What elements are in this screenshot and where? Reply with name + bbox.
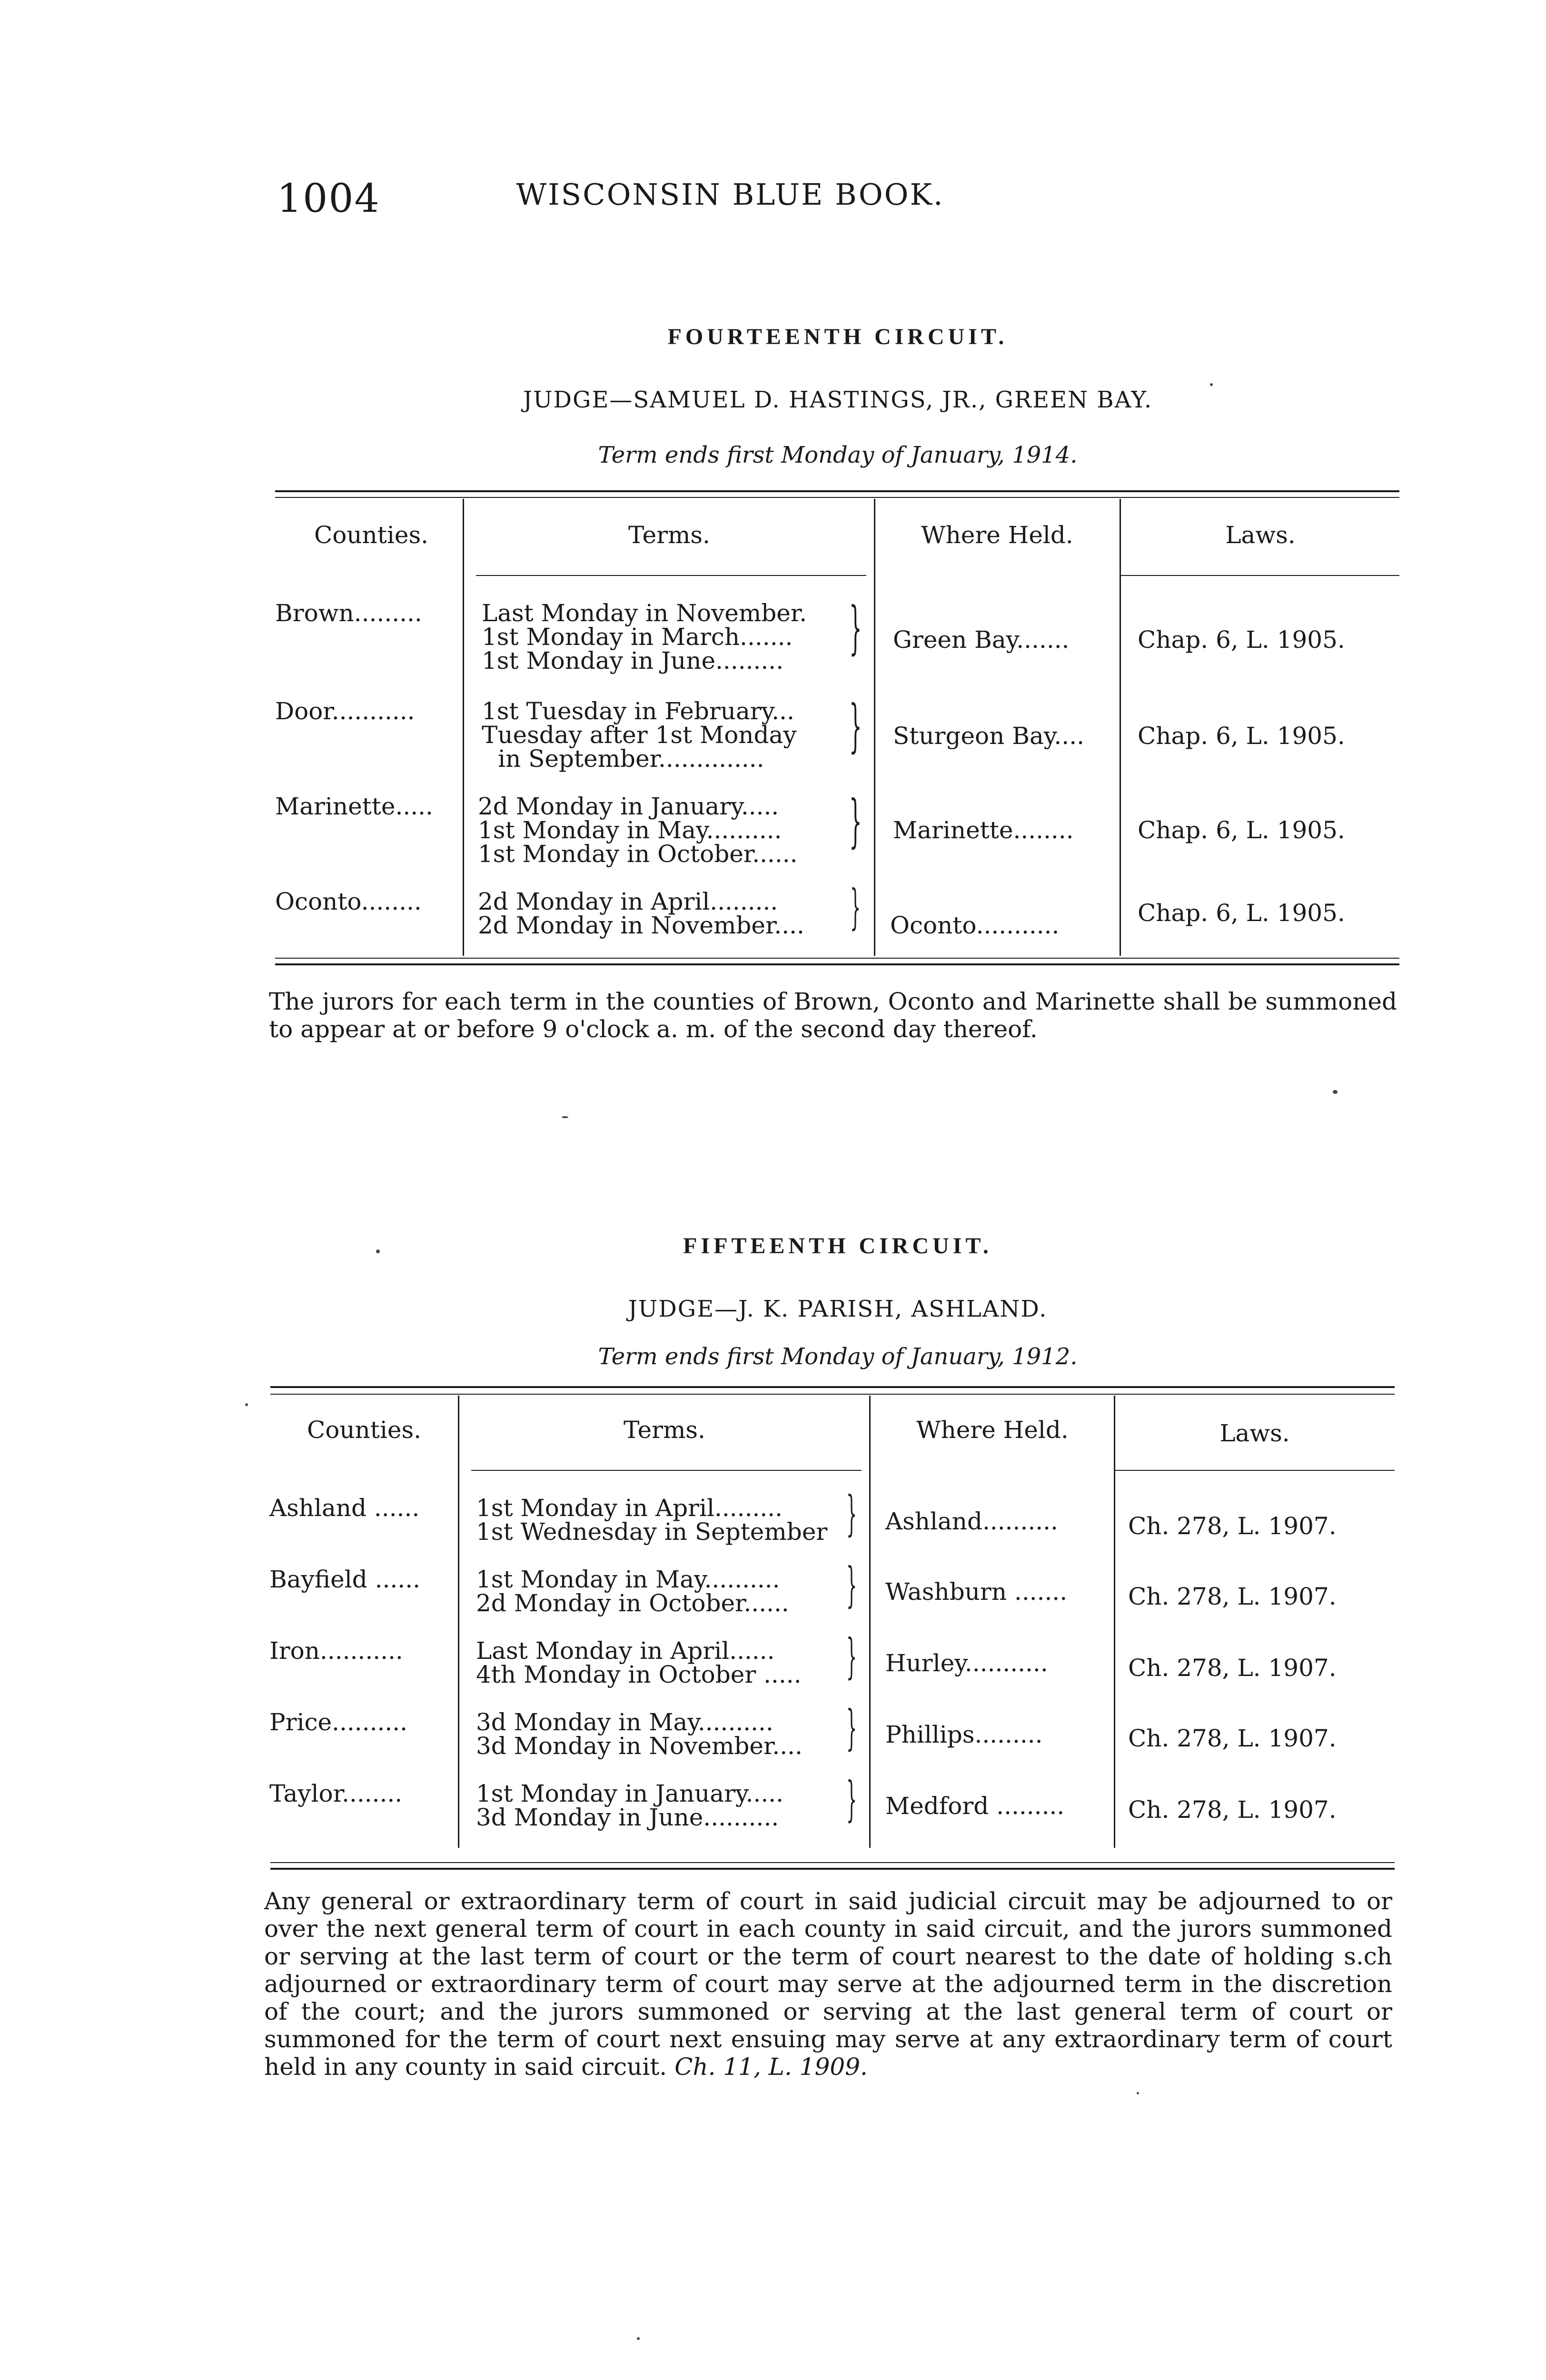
circuit-note-text: Any general or extraordinary term of court in said judicial circuit may be adjourned to or over the next general term of court in each county in said circuit, and the jurors summoned or serving at the last term of court or the term of court nearest to the date of holding s.ch adjourned or extraordinary term of court may serve at the adjourned term in the discretion of the court; and the jurors summoned or serving at the last general term of court or summoned for the term of court next ensuing may serve at any extraordinary term of court held in any county in said circuit. [264,1887,1392,2081]
where-held-cell: Washburn ....... [885,1578,1068,1606]
term-line: 2d Monday in January..... [478,793,779,820]
term-line: Last Monday in November. [482,599,807,627]
county-cell: Oconto........ [275,888,422,915]
term-line: 3d Monday in May.......... [476,1708,773,1736]
circuit-title: FIFTEENTH CIRCUIT. [683,1233,992,1259]
column-divider [874,499,875,956]
column-divider [463,499,464,956]
brace-icon: } [846,1700,857,1755]
scan-speck [245,1403,248,1406]
table-bottom-rule [270,1868,1395,1870]
table-top-rule [275,497,1399,498]
column-header: Where Held. [916,1416,1069,1444]
term-line: 1st Monday in January..... [476,1780,784,1807]
county-cell: Iron........... [269,1637,403,1665]
laws-cell: Ch. 278, L. 1907. [1128,1796,1337,1824]
term-line: Tuesday after 1st Monday [482,721,797,749]
where-held-cell: Phillips......... [885,1721,1043,1748]
circuit-note-citation: Ch. 11, L. 1909. [674,2053,868,2081]
column-header: Laws. [1219,1419,1290,1447]
laws-cell: Ch. 278, L. 1907. [1128,1583,1337,1610]
term-line: 1st Wednesday in September [476,1518,828,1546]
laws-cell: Ch. 278, L. 1907. [1128,1512,1337,1540]
table-bottom-rule [275,963,1399,965]
brace-icon: } [850,879,861,935]
column-header: Where Held. [921,521,1073,549]
where-held-cell: Medford ......... [885,1792,1065,1820]
circuit-title: FOURTEENTH CIRCUIT. [667,324,1008,349]
circuit-judge: JUDGE—J. K. PARISH, ASHLAND. [628,1296,1048,1322]
column-divider [458,1396,459,1848]
scan-speck [1210,383,1213,386]
circuit-note: The jurors for each term in the counties of Brown, Oconto and Marinette shall be summoned to appear at or before 9 o'clock a. m. of the second day thereof. [269,988,1397,1043]
header-underline [471,1470,862,1471]
county-cell: Price.......... [269,1708,408,1736]
brace-icon: } [846,1771,857,1827]
where-held-cell: Hurley........... [885,1649,1048,1677]
where-held-cell: Sturgeon Bay.... [893,722,1084,750]
term-line: 1st Monday in October...... [478,840,798,868]
brace-icon: } [846,1486,857,1541]
scan-speck [1333,1090,1338,1094]
brace-icon: } [849,693,862,759]
term-line: in September.............. [498,745,764,773]
circuit-term: Term ends first Monday of January, 1914. [598,442,1078,468]
table-top-rule [270,1394,1395,1395]
term-line: 2d Monday in April......... [478,888,778,915]
term-line: 1st Monday in June......... [482,647,784,674]
where-held-cell: Green Bay....... [893,626,1070,654]
brace-icon: } [849,788,862,854]
circuit-judge: JUDGE—SAMUEL D. HASTINGS, JR., GREEN BAY. [523,387,1153,413]
column-divider [869,1396,871,1848]
where-held-cell: Marinette........ [893,816,1074,844]
circuit-note [264,1887,1392,2081]
county-cell: Bayfield ...... [269,1566,420,1593]
column-divider [1114,1396,1115,1848]
term-line: 3d Monday in November.... [476,1732,803,1760]
term-line: 2d Monday in November.... [478,912,804,939]
column-divider [1120,499,1121,956]
scan-speck [562,1116,568,1118]
laws-cell: Chap. 6, L. 1905. [1138,626,1345,654]
where-held-cell: Ashland.......... [885,1507,1058,1535]
term-line: 4th Monday in October ..... [476,1661,802,1688]
page-number: 1004 [277,176,380,221]
term-line: 3d Monday in June.......... [476,1804,779,1831]
laws-cell: Ch. 278, L. 1907. [1128,1725,1337,1752]
column-header: Counties. [307,1416,421,1444]
brace-icon: } [849,595,862,661]
county-cell: Marinette..... [275,793,433,820]
laws-cell: Chap. 6, L. 1905. [1138,722,1345,750]
scan-speck [637,2337,640,2340]
term-line: Last Monday in April...... [476,1637,775,1665]
column-header: Laws. [1225,521,1296,549]
table-bottom-rule [270,1862,1395,1863]
term-line: 1st Tuesday in February... [482,697,794,725]
header-underline [476,575,866,576]
header-underline [1120,575,1399,576]
county-cell: Ashland ...... [269,1494,420,1522]
circuit-term: Term ends first Monday of January, 1912. [598,1343,1078,1370]
county-cell: Brown......... [275,599,422,627]
laws-cell: Chap. 6, L. 1905. [1138,899,1345,927]
table-top-rule [275,490,1399,492]
header-underline [1114,1470,1395,1471]
table-top-rule [270,1386,1395,1388]
term-line: 1st Monday in May.......... [478,816,782,844]
brace-icon: } [846,1557,857,1613]
column-header: Terms. [628,521,710,549]
term-line: 2d Monday in October...... [476,1589,789,1617]
county-cell: Door........... [275,697,415,725]
scan-speck [1137,2092,1139,2094]
brace-icon: } [846,1628,857,1684]
county-cell: Taylor........ [269,1780,403,1807]
column-header: Counties. [314,521,428,549]
column-header: Terms. [624,1416,705,1444]
scan-speck [376,1250,380,1253]
where-held-cell: Oconto........... [890,912,1060,939]
table-bottom-rule [275,958,1399,959]
running-title: WISCONSIN BLUE BOOK. [516,177,944,212]
term-line: 1st Monday in March....... [482,623,793,651]
laws-cell: Ch. 278, L. 1907. [1128,1654,1337,1682]
term-line: 1st Monday in May.......... [476,1566,780,1593]
term-line: 1st Monday in April......... [476,1494,783,1522]
laws-cell: Chap. 6, L. 1905. [1138,816,1345,844]
